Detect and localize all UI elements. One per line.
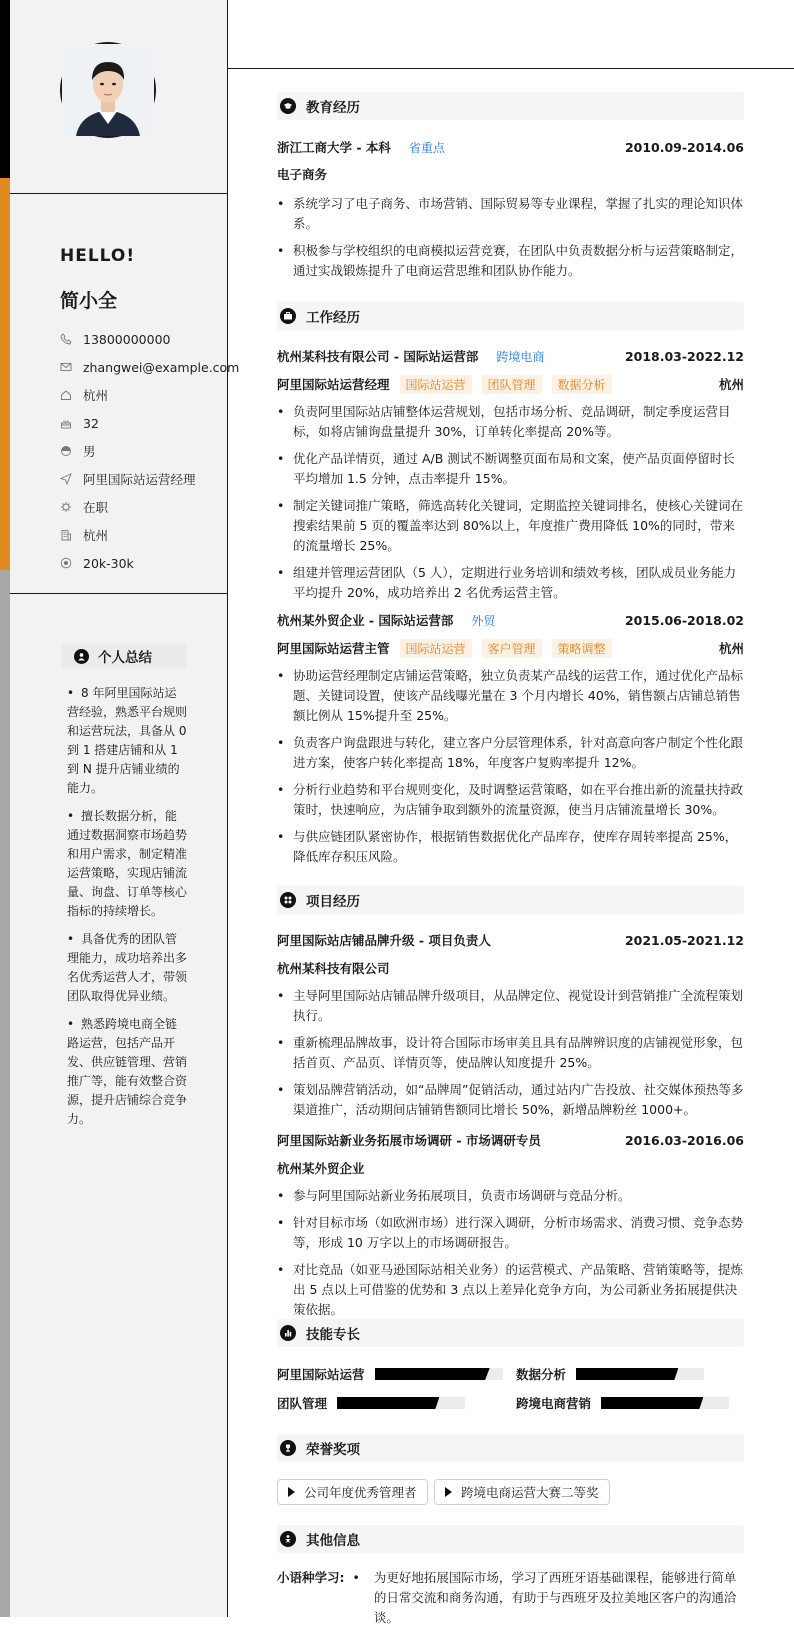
role-name: 阿里国际站运营主管 (277, 641, 390, 656)
project-item: • 对比竞品（如亚马逊国际站相关业务）的运营模式、产品策略、营销策略等，提炼出 5 点以上可借鉴的优势和 3 点以上差异化竞争方向，为公司新业务拓展提供决策依据。 (277, 1260, 744, 1320)
summary-title: 个人总结 (98, 650, 152, 666)
award-name: 公司年度优秀管理者 (304, 1485, 417, 1500)
strip-black (0, 0, 10, 178)
hello-heading: HELLO! (60, 246, 136, 266)
color-strip (0, 0, 10, 1617)
info-age (60, 409, 239, 437)
other-info-row (277, 1568, 744, 1628)
company-name: 杭州某科技有限公司 - 国际站运营部 (277, 349, 479, 364)
job-duties-list (277, 666, 744, 874)
skill-bar-fill (337, 1397, 439, 1409)
duty-item: • 与供应链团队紧密协作，根据销售数据优化产品库存，使库存周转率提高 25%，降低库存积压风险。 (277, 827, 744, 867)
job-city: 杭州 (718, 377, 744, 392)
summary-item: • 8 年阿里国际站运营经验，熟悉平台规则和运营玩法，具备从 0 到 1 搭建店铺和从 1 到 N 提升店铺业绩的能力。 (67, 686, 188, 795)
info-city (60, 521, 239, 549)
bullet: • (352, 1570, 360, 1585)
info-salary (60, 549, 239, 577)
skill-bar (601, 1397, 729, 1409)
skill-name: 跨境电商营销 (516, 1396, 592, 1411)
trophy-icon (280, 1440, 296, 1456)
award-badge (277, 1479, 428, 1505)
skill-bar-fill (576, 1368, 678, 1380)
gender-icon (60, 445, 72, 457)
summary-item: • 擅长数据分析，能通过数据洞察市场趋势和用户需求，制定精准运营策略，实现店铺流量、询盘、订单等核心指标的持续增长。 (67, 809, 188, 918)
project-item: • 针对目标市场（如欧洲市场）进行深入调研，分析市场需求、消费习惯、竞争态势等，形成 10 万字以上的市场调研报告。 (277, 1213, 744, 1253)
education-list (277, 194, 744, 288)
phone-text: 13800000000 (83, 331, 171, 347)
duty-item: • 负责阿里国际站店铺整体运营规划，包括市场分析、竞品调研，制定季度运营目标，如将店铺询盘量提升 30%，订单转化率提高 20%等。 (277, 402, 744, 442)
project-org: 杭州某科技有限公司 (277, 961, 390, 976)
awards-title: 荣誉奖项 (306, 1442, 360, 1458)
skill-name: 团队管理 (277, 1396, 328, 1411)
skill-bar-fill (375, 1368, 490, 1380)
skill-item (277, 1364, 503, 1384)
project-name: 阿里国际站新业务拓展市场调研 - 市场调研专员 (277, 1133, 541, 1148)
award-name: 跨境电商运营大赛二等奖 (461, 1485, 599, 1500)
other-section-header (277, 1525, 744, 1553)
summary-section-header (62, 643, 186, 669)
job-row (277, 610, 744, 630)
contact-info-list (60, 325, 239, 577)
role-row (277, 638, 744, 658)
gender-text: 男 (83, 444, 96, 459)
avatar (60, 42, 156, 138)
company-tag: 跨境电商 (496, 349, 545, 364)
education-period: 2010.09-2014.06 (624, 139, 744, 155)
job-row (277, 346, 744, 366)
job-duties-list (277, 402, 744, 610)
duty-item: • 协助运营经理制定店铺运营策略，独立负责某产品线的运营工作，通过优化产品标题、关键词设置，使该产品线曝光量在 3 个月内增长 40%，销售额占店铺总销售额比例从 15%提升至 25%。 (277, 666, 744, 726)
user-icon (74, 649, 89, 664)
project-item: • 参与阿里国际站新业务拓展项目，负责市场调研与竞品分析。 (277, 1186, 744, 1206)
email-text: zhangwei@example.com (83, 359, 240, 375)
award-badge (434, 1479, 610, 1505)
other-title: 其他信息 (306, 1533, 360, 1549)
info-email (60, 353, 239, 381)
project-item: • 主导阿里国际站店铺品牌升级项目，从品牌定位、视觉设计到营销推广全流程策划执行。 (277, 986, 744, 1026)
duty-item: • 制定关键词推广策略，筛选高转化关键词，定期监控关键词排名，使核心关键词在搜索结果前 5 页的覆盖率达到 80%以上，年度推广费用降低 10%的同时，带来的流量增长 25%。 (277, 496, 744, 556)
skill-tag: 国际站运营 (400, 639, 472, 658)
summary-item: • 熟悉跨境电商全链路运营，包括产品开发、供应链管理、营销推广等，能有效整合资源，提升店铺综合竞争力。 (67, 1017, 188, 1126)
age-text: 32 (83, 415, 99, 431)
job-city: 杭州 (718, 641, 744, 656)
cake-icon (60, 417, 72, 429)
role-name: 阿里国际站运营经理 (277, 377, 390, 392)
company-tag: 外贸 (471, 613, 496, 628)
skill-item (277, 1393, 465, 1413)
skill-name: 数据分析 (516, 1367, 567, 1382)
school-tag: 省重点 (408, 140, 445, 155)
duty-item: • 优化产品详情页，通过 A/B 测试不断调整页面布局和文案，使产品页面停留时长平均增加 1.5 分钟，点击率提升 15%。 (277, 449, 744, 489)
awards-section-header (277, 1434, 744, 1462)
project-org: 杭州某外贸企业 (277, 1161, 365, 1176)
strip-gray (0, 570, 10, 1617)
send-icon (60, 473, 72, 485)
home-text: 杭州 (83, 388, 109, 403)
skill-tag: 客户管理 (482, 639, 542, 658)
project-org-row (277, 1158, 744, 1178)
projects-title: 项目经历 (306, 894, 360, 910)
skill-bar-fill (601, 1397, 703, 1409)
info-gender (60, 437, 239, 465)
education-title: 教育经历 (306, 100, 360, 116)
skill-tag: 国际站运营 (400, 375, 472, 394)
job-period: 2015.06-2018.02 (624, 612, 744, 628)
project-name: 阿里国际站店铺品牌升级 - 项目负责人 (277, 933, 491, 948)
education-row (277, 137, 744, 157)
skill-tag: 策略调整 (552, 639, 612, 658)
skill-item (516, 1364, 704, 1384)
skill-name: 阿里国际站运营 (277, 1367, 365, 1382)
project-item: • 策划品牌营销活动，如“品牌周”促销活动，通过站内广告投放、社交媒体预热等多渠道推广，活动期间店铺销售额同比增长 50%，新增品牌粉丝 1000+。 (277, 1080, 744, 1120)
other-text: 为更好地拓展国际市场，学习了西班牙语基础课程，能够进行简单的日常交流和商务沟通，有助于与西班牙及拉美地区客户的沟通洽谈。 (373, 1570, 737, 1625)
company-name: 杭州某外贸企业 - 国际站运营部 (277, 613, 454, 628)
skill-bar (337, 1397, 465, 1409)
status-icon (60, 501, 72, 513)
skills-section-header (277, 1319, 744, 1347)
phone-icon (60, 333, 72, 345)
salary-text: 20k-30k (83, 555, 134, 571)
skill-bar (375, 1368, 503, 1380)
status-text: 在职 (83, 500, 109, 515)
project-org-row (277, 958, 744, 978)
other-label: 小语种学习: (277, 1570, 345, 1585)
skill-bar (576, 1368, 704, 1380)
project-item: • 重新梳理品牌故事，设计符合国际市场审美且具有品牌辨识度的店铺视觉形象，包括首页、产品页、详情页等，使品牌认知度提升 25%。 (277, 1033, 744, 1073)
graduation-cap-icon (280, 98, 296, 114)
project-row (277, 1130, 744, 1150)
skills-title: 技能专长 (306, 1327, 360, 1343)
home-icon (60, 389, 72, 401)
major-row (277, 164, 744, 184)
education-section-header (277, 92, 744, 120)
grid-icon (280, 892, 296, 908)
project-period: 2016.03-2016.06 (624, 1132, 744, 1148)
info-position (60, 465, 239, 493)
duty-item: • 分析行业趋势和平台规则变化，及时调整运营策略，如在平台推出新的流量扶持政策时，快速响应，为店铺争取到额外的流量资源，使当月店铺流量增长 30%。 (277, 780, 744, 820)
summary-list (67, 684, 187, 1138)
bar-chart-icon (280, 1325, 296, 1341)
info-status (60, 493, 239, 521)
school-name: 浙江工商大学 - 本科 (277, 140, 391, 155)
info-home (60, 381, 239, 409)
project-period: 2021.05-2021.12 (624, 932, 744, 948)
briefcase-icon (280, 308, 296, 324)
project-list (277, 986, 744, 1127)
job-period: 2018.03-2022.12 (624, 348, 744, 364)
project-row (277, 930, 744, 950)
strip-orange (0, 178, 10, 570)
education-item: • 积极参与学校组织的电商模拟运营竞赛，在团队中负责数据分析与运营策略制定，通过实战锻炼提升了电商运营思维和团队协作能力。 (277, 241, 744, 281)
play-icon (445, 1487, 452, 1497)
role-row (277, 374, 744, 394)
skill-tag: 数据分析 (552, 375, 612, 394)
position-text: 阿里国际站运营经理 (83, 472, 196, 487)
info-phone (60, 325, 239, 353)
duty-item: • 负责客户询盘跟进与转化，建立客户分层管理体系，针对高意向客户制定个性化跟进方案，使客户转化率提高 18%，年度客户复购率提升 12%。 (277, 733, 744, 773)
work-title: 工作经历 (306, 310, 360, 326)
top-divider (228, 68, 794, 69)
education-item: • 系统学习了电子商务、市场营销、国际贸易等专业课程，掌握了扎实的理论知识体系。 (277, 194, 744, 234)
duty-item: • 组建并管理运营团队（5 人），定期进行业务培训和绩效考核，团队成员业务能力平均提升 20%，成功培养出 2 名优秀运营主管。 (277, 563, 744, 603)
skill-item (516, 1393, 729, 1413)
city-text: 杭州 (83, 528, 109, 543)
divider (10, 593, 228, 594)
play-icon (288, 1487, 295, 1497)
project-list (277, 1186, 744, 1327)
major-name: 电子商务 (277, 167, 328, 182)
summary-item: • 具备优秀的团队管理能力，成功培养出多名优秀运营人才，带领团队取得优异业绩。 (67, 932, 188, 1003)
salary-icon (60, 557, 72, 569)
skill-tag: 团队管理 (482, 375, 542, 394)
mail-icon (60, 361, 72, 373)
sidebar (10, 0, 240, 1617)
star-person-icon (280, 1531, 296, 1547)
person-name: 简小全 (60, 290, 118, 312)
building-icon (60, 529, 72, 541)
divider (10, 193, 228, 194)
projects-section-header (277, 886, 744, 914)
work-section-header (277, 302, 744, 330)
